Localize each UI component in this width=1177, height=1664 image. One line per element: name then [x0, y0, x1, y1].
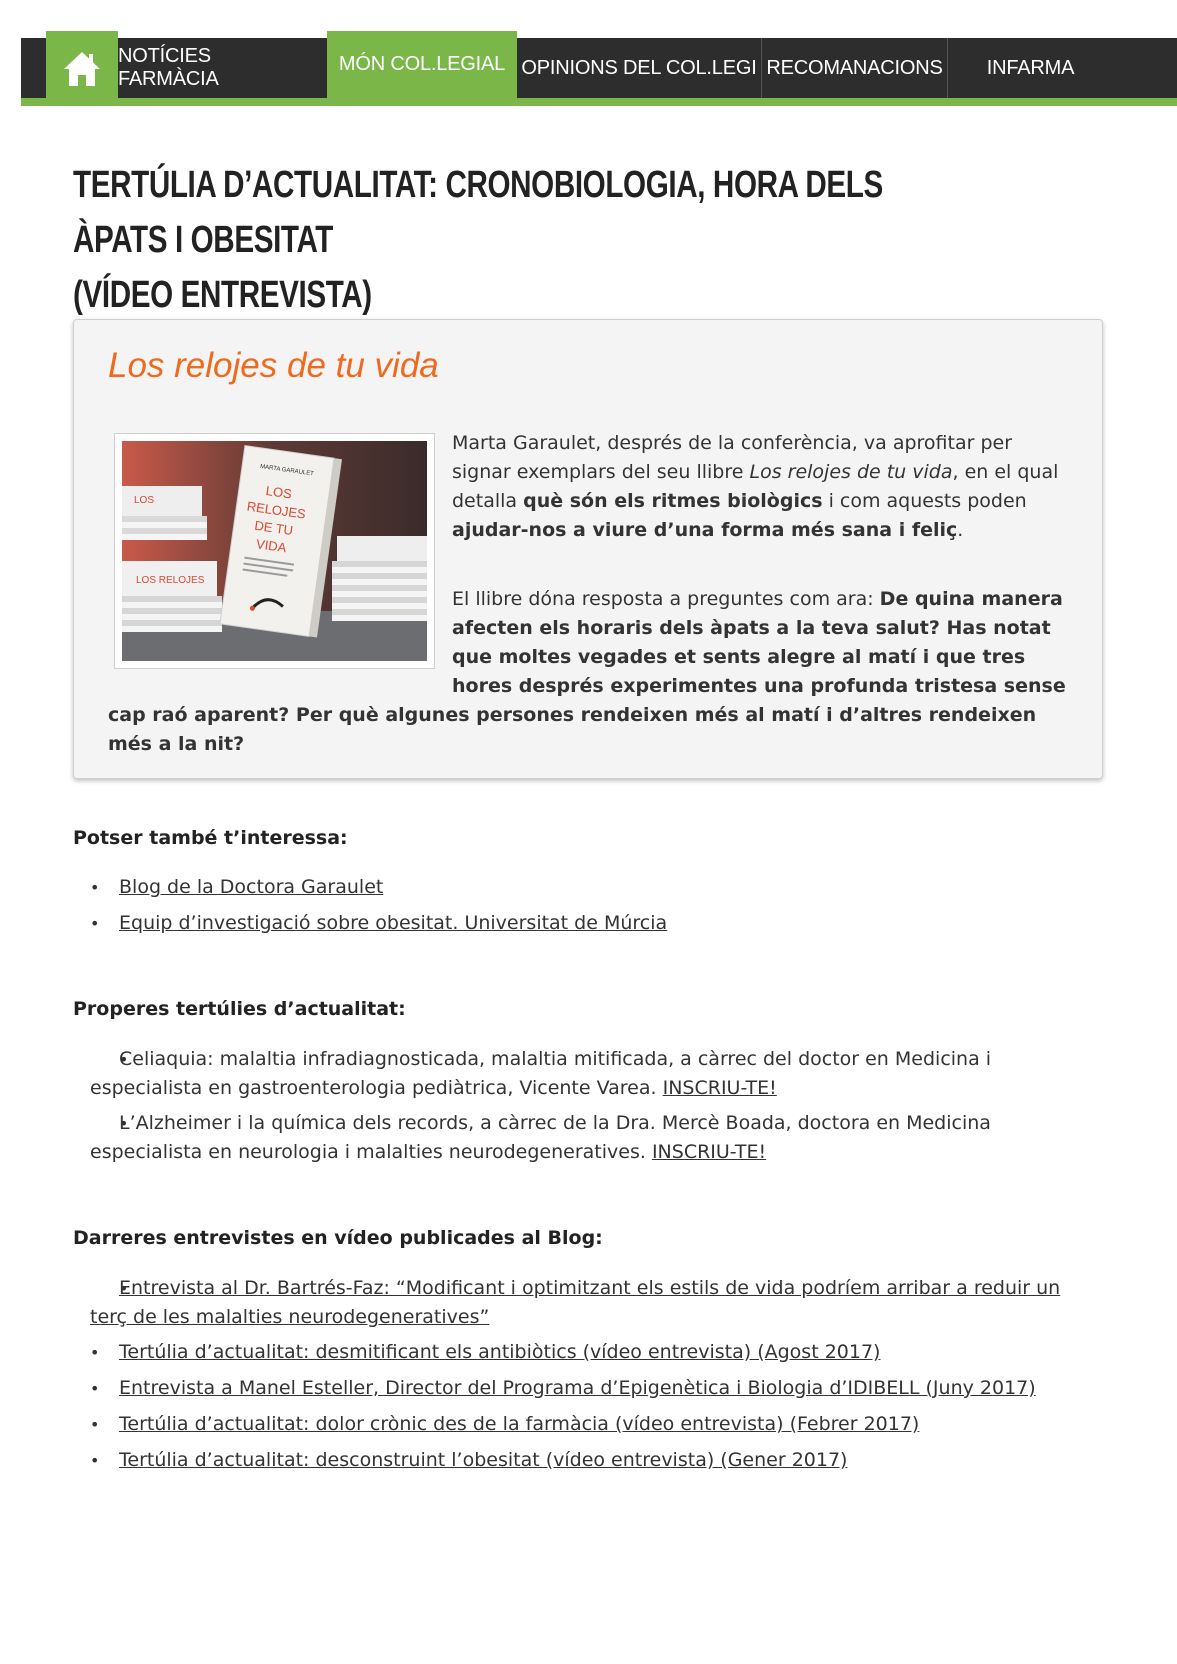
book-cover-title-line: RELOJES [245, 498, 307, 522]
interest-links [90, 873, 1090, 938]
list-item [90, 1410, 1090, 1439]
list-item [90, 1274, 1090, 1332]
list-item [90, 1338, 1090, 1367]
box-paragraph-2: El llibre dóna resposta a preguntes com ara: De quina manera afecten els horaris dels àpats a la teva salut? Has notat que moltes vegades et sents alegre al matí i que tres hores després experimentes una profunda tristesa sense cap raó aparent? Per què algunes persones rendeixen més al matí i d’altres rendeixen més a la nit? [108, 588, 1066, 755]
section-heading-videos: Darreres entrevistes en vídeo publicades al Blog: [73, 1227, 603, 1249]
link-equip-obesitat[interactable]: Equip d’investigació sobre obesitat. Universitat de Múrcia [119, 912, 668, 934]
book-cover-title-line: DE TU [253, 517, 295, 539]
list-item [90, 1446, 1090, 1475]
list-item [90, 1374, 1090, 1403]
book-cover-title-line: LOS [264, 483, 293, 502]
nav-item-noticies-farmacia[interactable]: NOTÍCIES FARMÀCIA [118, 45, 219, 90]
link-blog-garaulet[interactable]: Blog de la Doctora Garaulet [119, 876, 384, 898]
book-cover-title-line: VIDA [255, 536, 288, 556]
page-title-line2: (VÍDEO ENTREVISTA) [73, 274, 372, 316]
list-item [90, 909, 1090, 938]
nav-item-recomanacions[interactable]: RECOMANACIONS [766, 56, 943, 79]
video-links [90, 1274, 1090, 1475]
box-title: Los relojes de tu vida [108, 346, 439, 385]
link-video-interview[interactable]: Entrevista al Dr. Bartrés-Faz: “Modificant i optimitzant els estils de vida podríem arribar a reduir un terç de les malalties neurodegeneratives” [90, 1277, 1061, 1328]
book-cover-author: MARTA GARAULET [259, 463, 315, 478]
link-video-interview[interactable]: Tertúlia d’actualitat: desmitificant els antibiòtics (vídeo entrevista) (Agost 2017) [119, 1341, 881, 1363]
nav-accent-line [21, 98, 1177, 106]
home-icon [62, 50, 102, 88]
nav-item-infarma[interactable]: INFARMA [986, 56, 1075, 79]
book-feature-box [73, 319, 1103, 779]
section-heading-upcoming: Properes tertúlies d’actualitat: [73, 998, 406, 1020]
list-item: • L’Alzheimer i la química dels records, a càrrec de la Dra. Mercè Boada, doctora en Medicina especialista en neurologia i malalties neurodegeneratives. INSCRIU-TE! [90, 1109, 1090, 1167]
link-video-interview[interactable]: Entrevista a Manel Esteller, Director del Programa d’Epigenètica i Biologia d’IDIBELL (Juny 2017) [119, 1377, 1036, 1399]
nav-item-mon-collegial[interactable]: MÓN COL.LEGIAL [327, 31, 517, 98]
link-video-interview[interactable]: Tertúlia d’actualitat: dolor crònic des de la farmàcia (vídeo entrevista) (Febrer 2017) [119, 1413, 920, 1435]
page-title [73, 158, 970, 323]
svg-text:LOS RELOJES: LOS RELOJES [136, 575, 205, 586]
section-heading-interest: Potser també t’interessa: [73, 827, 348, 849]
nav-item-opinions-del-collegi[interactable]: OPINIONS DEL COL.LEGI [521, 56, 757, 79]
list-item: • Celiaquia: malaltia infradiagnosticada, malaltia mitificada, a càrrec del doctor en Medicina i especialista en gastroenterologia pediàtrica, Vicente Varea. INSCRIU-TE! [90, 1045, 1090, 1103]
page-title-line1: TERTÚLIA D’ACTUALITAT: CRONOBIOLOGIA, HORA DELS ÀPATS I OBESITAT [73, 164, 883, 261]
list-item [90, 873, 1090, 902]
box-text [108, 429, 1073, 799]
box-paragraph-1: Marta Garaulet, després de la conferència, va aprofitar per signar exemplars del seu llibre Los relojes de tu vida, en el qual detalla què són els ritmes biològics i com aquests poden ajudar-nos a viure d’una forma més sana i feliç. [452, 432, 1059, 541]
inscriu-te-link[interactable]: INSCRIU-TE! [662, 1077, 777, 1099]
upcoming-list [90, 1045, 1090, 1167]
link-video-interview[interactable]: Tertúlia d’actualitat: desconstruint l’obesitat (vídeo entrevista) (Gener 2017) [119, 1449, 848, 1471]
inscriu-te-link[interactable]: INSCRIU-TE! [651, 1141, 767, 1163]
svg-text:LOS: LOS [134, 495, 155, 506]
nav-home-button[interactable] [46, 31, 118, 106]
